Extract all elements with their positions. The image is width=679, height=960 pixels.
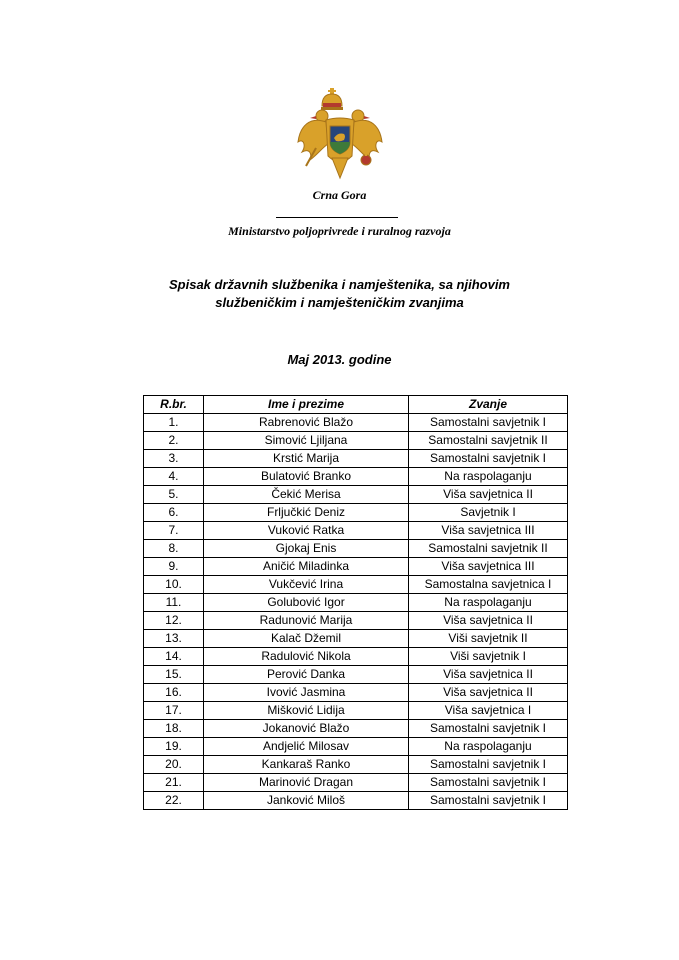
employee-name: Ivović Jasmina — [204, 684, 409, 702]
employee-title: Viša savjetnica III — [409, 522, 568, 540]
document-title — [0, 276, 679, 312]
row-number: 11. — [144, 594, 204, 612]
employee-title: Viši savjetnik I — [409, 648, 568, 666]
table-row — [144, 540, 568, 558]
employee-title: Viša savjetnica II — [409, 684, 568, 702]
row-number: 3. — [144, 450, 204, 468]
employee-name: Janković Miloš — [204, 792, 409, 810]
column-header-title: Zvanje — [409, 396, 568, 414]
header-divider — [276, 217, 398, 218]
table-row — [144, 774, 568, 792]
coat-of-arms-icon — [296, 86, 384, 182]
employee-name: Vuković Ratka — [204, 522, 409, 540]
document-title-line-1: Spisak državnih službenika i namještenika, sa njihovim — [168, 277, 510, 292]
row-number: 22. — [144, 792, 204, 810]
employee-title: Samostalni savjetnik I — [409, 450, 568, 468]
table-row — [144, 666, 568, 684]
row-number: 13. — [144, 630, 204, 648]
employee-name: Vukčević Irina — [204, 576, 409, 594]
employee-name: Rabrenović Blažo — [204, 414, 409, 432]
row-number: 19. — [144, 738, 204, 756]
employee-title: Viši savjetnik II — [409, 630, 568, 648]
employee-name: Simović Ljiljana — [204, 432, 409, 450]
employee-name: Golubović Igor — [204, 594, 409, 612]
employee-title: Savjetnik I — [409, 504, 568, 522]
row-number: 14. — [144, 648, 204, 666]
staff-table-body — [144, 414, 568, 810]
table-row — [144, 522, 568, 540]
row-number: 20. — [144, 756, 204, 774]
row-number: 15. — [144, 666, 204, 684]
employee-title: Viša savjetnica II — [409, 612, 568, 630]
employee-name: Perović Danka — [204, 666, 409, 684]
row-number: 17. — [144, 702, 204, 720]
employee-title: Viša savjetnica I — [409, 702, 568, 720]
table-row — [144, 630, 568, 648]
table-row — [144, 504, 568, 522]
row-number: 8. — [144, 540, 204, 558]
table-row — [144, 576, 568, 594]
employee-title: Na raspolaganju — [409, 594, 568, 612]
employee-name: Aničić Miladinka — [204, 558, 409, 576]
table-row — [144, 612, 568, 630]
row-number: 10. — [144, 576, 204, 594]
row-number: 6. — [144, 504, 204, 522]
employee-title: Samostalni savjetnik II — [409, 540, 568, 558]
table-header-row — [144, 396, 568, 414]
employee-title: Na raspolaganju — [409, 468, 568, 486]
row-number: 9. — [144, 558, 204, 576]
employee-name: Frljučkić Deniz — [204, 504, 409, 522]
table-row — [144, 792, 568, 810]
row-number: 4. — [144, 468, 204, 486]
employee-title: Samostalni savjetnik I — [409, 774, 568, 792]
employee-name: Bulatović Branko — [204, 468, 409, 486]
table-row — [144, 558, 568, 576]
table-row — [144, 648, 568, 666]
document-title-line-2: službeničkim i namješteničkim zvanjima — [215, 295, 464, 310]
employee-name: Radulović Nikola — [204, 648, 409, 666]
row-number: 21. — [144, 774, 204, 792]
employee-name: Marinović Dragan — [204, 774, 409, 792]
employee-name: Kalač Džemil — [204, 630, 409, 648]
country-name: Crna Gora — [312, 188, 367, 202]
column-header-name: Ime i prezime — [204, 396, 409, 414]
table-row — [144, 432, 568, 450]
staff-table — [143, 395, 568, 810]
ministry-name: Ministarstvo poljoprivrede i ruralnog razvoja — [228, 224, 451, 238]
table-row — [144, 756, 568, 774]
employee-title: Na raspolaganju — [409, 738, 568, 756]
employee-name: Jokanović Blažo — [204, 720, 409, 738]
row-number: 1. — [144, 414, 204, 432]
table-row — [144, 720, 568, 738]
employee-title: Samostalni savjetnik I — [409, 414, 568, 432]
employee-name: Mišković Lidija — [204, 702, 409, 720]
table-row — [144, 702, 568, 720]
row-number: 18. — [144, 720, 204, 738]
employee-name: Čekić Merisa — [204, 486, 409, 504]
employee-name: Gjokaj Enis — [204, 540, 409, 558]
employee-title: Samostalni savjetnik II — [409, 432, 568, 450]
row-number: 7. — [144, 522, 204, 540]
employee-name: Andjelić Milosav — [204, 738, 409, 756]
row-number: 2. — [144, 432, 204, 450]
employee-name: Krstić Marija — [204, 450, 409, 468]
column-header-number: R.br. — [144, 396, 204, 414]
table-row — [144, 738, 568, 756]
table-row — [144, 594, 568, 612]
employee-title: Samostalni savjetnik I — [409, 792, 568, 810]
table-row — [144, 450, 568, 468]
employee-title: Viša savjetnica III — [409, 558, 568, 576]
document-date: Maj 2013. godine — [287, 352, 392, 367]
employee-title: Samostalna savjetnica I — [409, 576, 568, 594]
employee-name: Radunović Marija — [204, 612, 409, 630]
employee-title: Samostalni savjetnik I — [409, 756, 568, 774]
row-number: 12. — [144, 612, 204, 630]
employee-title: Samostalni savjetnik I — [409, 720, 568, 738]
employee-title: Viša savjetnica II — [409, 486, 568, 504]
employee-title: Viša savjetnica II — [409, 666, 568, 684]
row-number: 16. — [144, 684, 204, 702]
table-row — [144, 414, 568, 432]
table-row — [144, 468, 568, 486]
row-number: 5. — [144, 486, 204, 504]
table-row — [144, 684, 568, 702]
employee-name: Kankaraš Ranko — [204, 756, 409, 774]
table-row — [144, 486, 568, 504]
